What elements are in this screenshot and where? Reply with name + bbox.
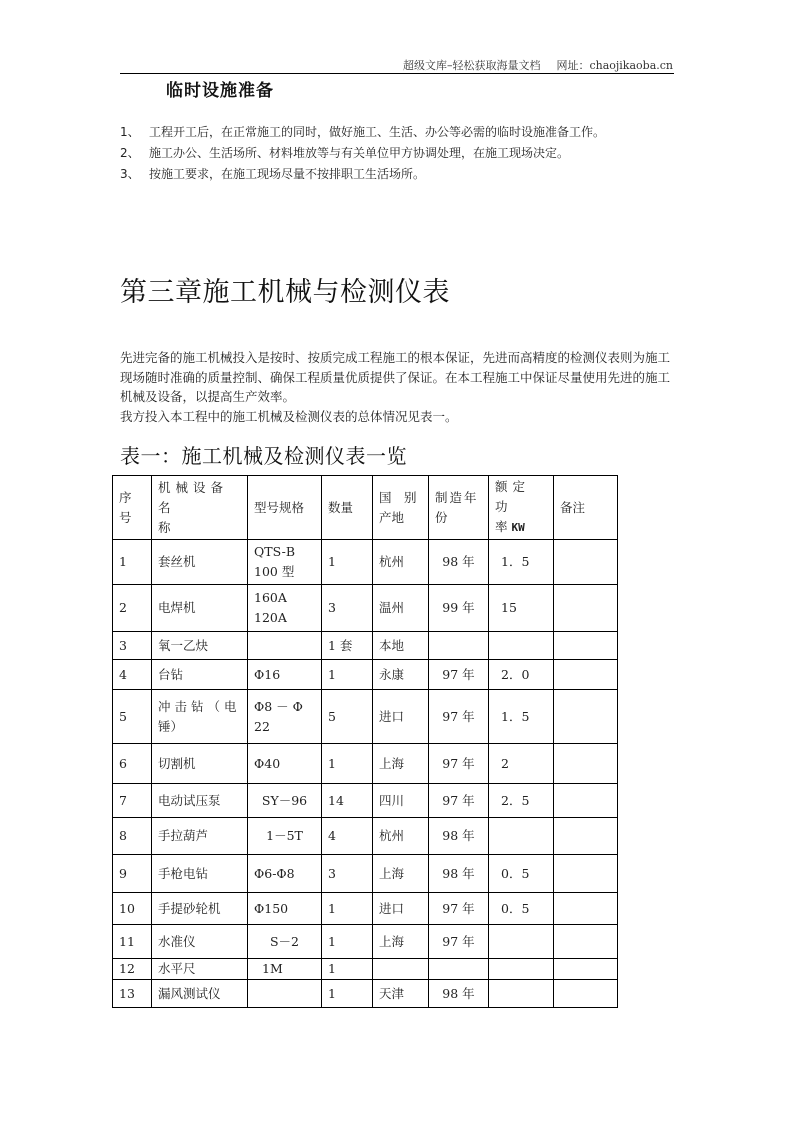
cell-year: 99 年 — [429, 585, 489, 632]
cell-name: 漏风测试仪 — [152, 980, 248, 1008]
table-row — [113, 818, 618, 855]
header-name: 机械设备名 称 — [152, 476, 248, 540]
cell-qty: 4 — [322, 818, 373, 855]
cell-origin: 进口 — [373, 893, 429, 925]
header-origin: 国 别 产地 — [373, 476, 429, 540]
list-item — [120, 143, 605, 164]
list-item-number: 1、 — [120, 125, 140, 139]
header-site-name: 超级文库–轻松获取海量文档 — [402, 59, 541, 72]
cell-model: Φ6-Φ8 — [248, 855, 322, 893]
cell-model: Φ40 — [248, 744, 322, 784]
list-item — [120, 122, 605, 143]
cell-power: 2．0 — [489, 660, 554, 690]
cell-remark — [554, 784, 618, 818]
cell-origin: 杭州 — [373, 818, 429, 855]
cell-name: 冲击钻（电 锤） — [152, 690, 248, 744]
cell-model: 160A 120A — [248, 585, 322, 632]
paragraph: 我方投入本工程中的施工机械及检测仪表的总体情况见表一。 — [120, 408, 458, 424]
cell-model: SY－96 — [248, 784, 322, 818]
cell-remark — [554, 540, 618, 585]
cell-qty: 1 — [322, 980, 373, 1008]
cell-power — [489, 632, 554, 660]
cell-name: 手提砂轮机 — [152, 893, 248, 925]
cell-year — [429, 632, 489, 660]
cell-seq: 4 — [113, 660, 152, 690]
cell-qty: 5 — [322, 690, 373, 744]
list-item-text: 施工办公、生活场所、材料堆放等与有关单位甲方协调处理，在施工现场决定。 — [149, 146, 570, 160]
cell-seq: 6 — [113, 744, 152, 784]
list-item-text: 按施工要求，在施工现场尽量不按排职工生活场所。 — [149, 167, 426, 181]
cell-power — [489, 980, 554, 1008]
cell-power: 0．5 — [489, 893, 554, 925]
cell-remark — [554, 632, 618, 660]
cell-remark — [554, 959, 618, 980]
cell-origin: 天津 — [373, 980, 429, 1008]
equipment-table — [112, 475, 618, 1008]
cell-remark — [554, 585, 618, 632]
cell-year: 98 年 — [429, 855, 489, 893]
chapter-title: 第三章施工机械与检测仪表 — [120, 277, 450, 308]
cell-origin: 上海 — [373, 855, 429, 893]
facility-list — [120, 122, 605, 185]
cell-power: 15 — [489, 585, 554, 632]
cell-seq: 12 — [113, 959, 152, 980]
list-item-number: 2、 — [120, 146, 140, 160]
cell-model — [248, 632, 322, 660]
table-title: 表一：施工机械及检测仪表一览 — [120, 444, 407, 468]
cell-year: 98 年 — [429, 980, 489, 1008]
cell-origin: 上海 — [373, 744, 429, 784]
cell-remark — [554, 744, 618, 784]
header-divider — [120, 73, 674, 74]
cell-name: 氧一乙炔 — [152, 632, 248, 660]
cell-seq: 2 — [113, 585, 152, 632]
header-qty: 数量 — [322, 476, 373, 540]
cell-qty: 1 — [322, 959, 373, 980]
cell-remark — [554, 660, 618, 690]
cell-seq: 3 — [113, 632, 152, 660]
chapter-body — [120, 348, 680, 426]
cell-seq: 8 — [113, 818, 152, 855]
cell-name: 台钻 — [152, 660, 248, 690]
cell-remark — [554, 818, 618, 855]
cell-power — [489, 959, 554, 980]
cell-remark — [554, 893, 618, 925]
cell-power — [489, 818, 554, 855]
paragraph: 先进完备的施工机械投入是按时、按质完成工程施工的根本保证，先进而高精度的检测仪表则为施工现场随时准确的质量控制、确保工程质量优质提供了保证。在本工程施工中保证尽量使用先进的施工机械及设备，以提高生产效率。 — [120, 350, 671, 404]
cell-qty: 3 — [322, 585, 373, 632]
header-power: 额定功 率 KW — [489, 476, 554, 540]
cell-remark — [554, 855, 618, 893]
cell-model: QTS-B 100 型 — [248, 540, 322, 585]
cell-year: 97 年 — [429, 784, 489, 818]
cell-model: S－2 — [248, 925, 322, 959]
cell-seq: 1 — [113, 540, 152, 585]
cell-model — [248, 980, 322, 1008]
table-header-row — [113, 476, 618, 540]
cell-origin: 杭州 — [373, 540, 429, 585]
cell-name: 切割机 — [152, 744, 248, 784]
table-row — [113, 855, 618, 893]
table-row — [113, 660, 618, 690]
cell-power — [489, 925, 554, 959]
cell-origin: 本地 — [373, 632, 429, 660]
cell-power: 2．5 — [489, 784, 554, 818]
cell-seq: 9 — [113, 855, 152, 893]
cell-remark — [554, 690, 618, 744]
cell-model: 1M — [248, 959, 322, 980]
cell-name: 电焊机 — [152, 585, 248, 632]
table-row — [113, 959, 618, 980]
cell-model: Φ8 － Φ 22 — [248, 690, 322, 744]
cell-power: 1．5 — [489, 690, 554, 744]
cell-year: 97 年 — [429, 893, 489, 925]
table-row — [113, 980, 618, 1008]
header-year: 制造年 份 — [429, 476, 489, 540]
header-model: 型号规格 — [248, 476, 322, 540]
table-row — [113, 540, 618, 585]
cell-model: 1－5T — [248, 818, 322, 855]
cell-qty: 1 — [322, 660, 373, 690]
list-item — [120, 164, 605, 185]
cell-name: 电动试压泵 — [152, 784, 248, 818]
cell-year: 98 年 — [429, 540, 489, 585]
cell-year — [429, 959, 489, 980]
header-seq: 序 号 — [113, 476, 152, 540]
cell-qty: 1 — [322, 925, 373, 959]
cell-qty: 1 — [322, 744, 373, 784]
cell-origin: 四川 — [373, 784, 429, 818]
cell-seq: 13 — [113, 980, 152, 1008]
table-row — [113, 784, 618, 818]
cell-qty: 1 — [322, 893, 373, 925]
table-row — [113, 744, 618, 784]
cell-origin: 温州 — [373, 585, 429, 632]
cell-remark — [554, 980, 618, 1008]
cell-remark — [554, 925, 618, 959]
header-remark: 备注 — [554, 476, 618, 540]
table-row — [113, 893, 618, 925]
cell-qty: 3 — [322, 855, 373, 893]
table-row — [113, 585, 618, 632]
cell-origin: 进口 — [373, 690, 429, 744]
cell-power: 1．5 — [489, 540, 554, 585]
cell-year: 97 年 — [429, 690, 489, 744]
cell-qty: 1 — [322, 540, 373, 585]
cell-year: 98 年 — [429, 818, 489, 855]
cell-power: 0．5 — [489, 855, 554, 893]
table-row — [113, 925, 618, 959]
cell-name: 手枪电钻 — [152, 855, 248, 893]
cell-qty: 14 — [322, 784, 373, 818]
table-row — [113, 690, 618, 744]
cell-origin: 上海 — [373, 925, 429, 959]
cell-model: Φ16 — [248, 660, 322, 690]
cell-model: Φ150 — [248, 893, 322, 925]
cell-name: 套丝机 — [152, 540, 248, 585]
cell-origin — [373, 959, 429, 980]
header-url: 网址：chaojikaoba.cn — [556, 59, 673, 72]
cell-origin: 永康 — [373, 660, 429, 690]
cell-year: 97 年 — [429, 660, 489, 690]
cell-seq: 11 — [113, 925, 152, 959]
cell-seq: 10 — [113, 893, 152, 925]
page-header — [403, 57, 673, 73]
section-title: 临时设施准备 — [166, 81, 274, 101]
table-row — [113, 632, 618, 660]
list-item-text: 工程开工后，在正常施工的同时，做好施工、生活、办公等必需的临时设施准备工作。 — [149, 125, 606, 139]
cell-seq: 5 — [113, 690, 152, 744]
cell-year: 97 年 — [429, 925, 489, 959]
cell-year: 97 年 — [429, 744, 489, 784]
cell-name: 水平尺 — [152, 959, 248, 980]
cell-qty: 1 套 — [322, 632, 373, 660]
cell-power: 2 — [489, 744, 554, 784]
list-item-number: 3、 — [120, 167, 140, 181]
cell-name: 手拉葫芦 — [152, 818, 248, 855]
cell-seq: 7 — [113, 784, 152, 818]
cell-name: 水准仪 — [152, 925, 248, 959]
